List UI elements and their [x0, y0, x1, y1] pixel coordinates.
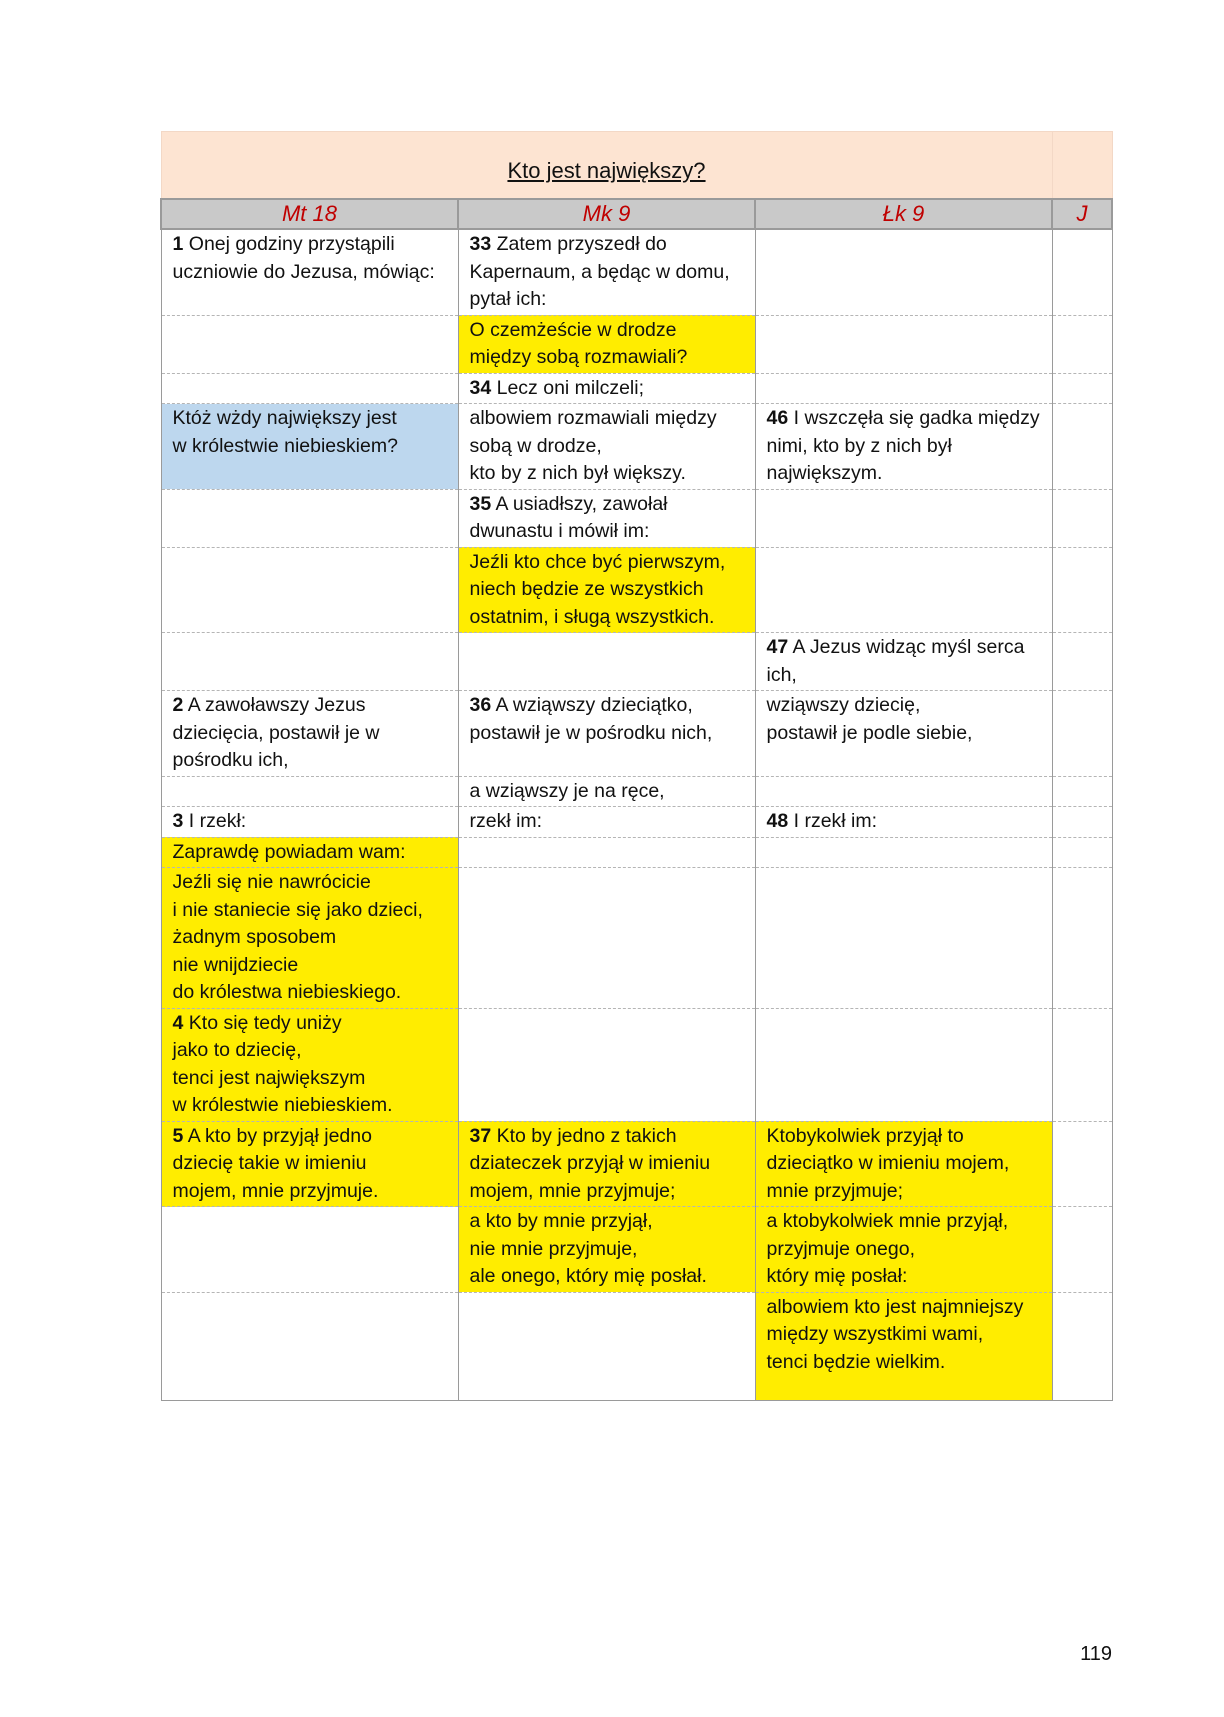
cell-mk	[458, 373, 755, 404]
cell-j	[1052, 868, 1112, 1009]
verse-text: A wziąwszy dzieciątko, postawił je w pośrodku nich,	[469, 694, 713, 744]
cell-lk	[755, 691, 1052, 777]
cell-mt	[161, 373, 458, 404]
cell-mk	[458, 837, 755, 868]
verse-number: 37	[469, 1124, 492, 1147]
cell-text	[459, 1122, 755, 1207]
verse-text: Kto by jedno z takich dziateczek przyjął w imieniu mojem, mnie przyjmuje;	[469, 1124, 711, 1202]
cell-lk	[755, 868, 1052, 1009]
verse-text: A usiadłszy, zawołał dwunastu i mówił im:	[469, 492, 668, 542]
table-row	[161, 315, 1112, 373]
verse-text: Kto się tedy uniży jako to dziecię, tenci jest największym w królestwie niebieskiem.	[172, 1011, 393, 1116]
cell-text	[162, 633, 458, 635]
verse-text: Jeźli kto chce być pierwszym, niech będzie ze wszystkich ostatnim, i sługą wszystkich.	[469, 550, 726, 628]
cell-text	[459, 838, 755, 840]
verse-text: a wziąwszy je na ręce,	[469, 779, 665, 802]
table-row	[161, 489, 1112, 547]
cell-text	[756, 1009, 1052, 1011]
verse-text: A kto by przyjął jedno dziecię takie w imieniu mojem, mnie przyjmuje.	[172, 1124, 379, 1202]
cell-text	[1053, 691, 1112, 693]
table-row	[161, 547, 1112, 633]
verse-text: a ktobykolwiek mnie przyjął, przyjmuje onego, który mię posłał:	[766, 1210, 1009, 1287]
cell-lk	[755, 1207, 1052, 1293]
cell-text	[162, 404, 458, 461]
verse-number: 34	[469, 376, 492, 399]
table-row	[161, 373, 1112, 404]
cell-text	[1053, 1293, 1112, 1295]
cell-lk	[755, 1292, 1052, 1400]
cell-text	[459, 868, 755, 870]
cell-mk	[458, 1008, 755, 1121]
cell-text	[162, 777, 458, 779]
verse-text: Zaprawdę powiadam wam:	[172, 840, 406, 863]
cell-text	[756, 374, 1052, 376]
cell-mt	[161, 315, 458, 373]
verse-text: rzekł im:	[469, 810, 543, 832]
cell-text	[756, 316, 1052, 318]
title-cell-empty	[1052, 132, 1112, 200]
verse-number: 2	[172, 694, 184, 716]
cell-text	[1053, 868, 1112, 870]
cell-text	[756, 868, 1052, 870]
cell-j	[1052, 373, 1112, 404]
cell-text	[459, 490, 755, 547]
cell-j	[1052, 1008, 1112, 1121]
cell-j	[1052, 315, 1112, 373]
table-row	[161, 1008, 1112, 1121]
verse-number: 46	[766, 407, 789, 429]
cell-mt	[161, 776, 458, 807]
cell-mt	[161, 547, 458, 633]
verse-number: 36	[469, 694, 492, 716]
cell-mt	[161, 404, 458, 490]
verse-text: O czemżeście w drodze między sobą rozmawiali?	[469, 318, 688, 368]
header-row	[161, 199, 1112, 229]
cell-text	[162, 316, 458, 318]
column-header-lk: Łk 9	[755, 199, 1052, 229]
cell-mt	[161, 1121, 458, 1207]
table-row	[161, 1207, 1112, 1293]
cell-mt	[161, 807, 458, 838]
cell-text	[1053, 633, 1112, 635]
cell-j	[1052, 807, 1112, 838]
cell-text	[756, 1207, 1052, 1292]
title-cell	[161, 132, 1052, 200]
cell-j	[1052, 1121, 1112, 1207]
table-row	[161, 633, 1112, 691]
cell-text	[459, 404, 755, 489]
cell-text	[756, 1293, 1052, 1378]
cell-text	[756, 633, 1052, 690]
verse-text: I rzekł:	[183, 810, 247, 832]
cell-text	[1053, 374, 1112, 376]
cell-mk	[458, 315, 755, 373]
cell-text	[162, 230, 458, 287]
cell-mk	[458, 1292, 755, 1400]
cell-mt	[161, 1008, 458, 1121]
column-header-j: J	[1052, 199, 1112, 229]
cell-mk	[458, 404, 755, 490]
verse-number: 33	[469, 233, 492, 255]
cell-text	[459, 633, 755, 635]
table-row	[161, 807, 1112, 838]
cell-mt	[161, 1207, 458, 1293]
cell-j	[1052, 1207, 1112, 1293]
cell-mk	[458, 807, 755, 838]
cell-text	[162, 807, 458, 837]
table-body	[161, 229, 1112, 1400]
cell-text	[756, 230, 1052, 232]
cell-text	[1053, 548, 1112, 550]
cell-text	[459, 691, 755, 748]
cell-mt	[161, 691, 458, 777]
cell-text	[1053, 316, 1112, 318]
cell-text	[1053, 230, 1112, 232]
cell-text	[459, 548, 755, 633]
cell-lk	[755, 633, 1052, 691]
cell-text	[162, 1009, 458, 1121]
cell-text	[756, 404, 1052, 489]
cell-lk	[755, 373, 1052, 404]
cell-text	[1053, 838, 1112, 840]
title-row	[161, 132, 1112, 200]
cell-text	[459, 374, 755, 404]
column-header-mt: Mt 18	[161, 199, 458, 229]
cell-j	[1052, 1292, 1112, 1400]
cell-lk	[755, 776, 1052, 807]
cell-mk	[458, 1207, 755, 1293]
cell-text	[1053, 1122, 1112, 1124]
cell-text	[756, 490, 1052, 492]
cell-text	[756, 691, 1052, 748]
synopsis-table	[160, 131, 1113, 1401]
cell-text	[459, 807, 755, 837]
verse-text: albowiem kto jest najmniejszy między wszystkimi wami, tenci będzie wielkim.	[766, 1295, 1024, 1373]
verse-text: Zatem przyszedł do Kapernaum, a będąc w domu, pytał ich:	[469, 233, 730, 310]
verse-text: a kto by mnie przyjął, nie mnie przyjmuje, ale onego, który mię posłał.	[469, 1210, 707, 1287]
cell-lk	[755, 1121, 1052, 1207]
cell-mk	[458, 633, 755, 691]
cell-text	[162, 1207, 458, 1209]
page-number: 119	[1080, 1643, 1112, 1665]
cell-text	[162, 490, 458, 492]
cell-text	[459, 777, 755, 807]
page-title: Kto jest największy?	[507, 158, 706, 183]
cell-text	[162, 868, 458, 1008]
table-row	[161, 868, 1112, 1009]
cell-mt	[161, 229, 458, 315]
cell-j	[1052, 547, 1112, 633]
cell-j	[1052, 489, 1112, 547]
cell-text	[459, 1009, 755, 1011]
cell-text	[1053, 404, 1112, 406]
verse-text: Onej godziny przystąpili uczniowie do Jezusa, mówiąc:	[172, 233, 435, 283]
table-row	[161, 404, 1112, 490]
verse-number: 3	[172, 810, 184, 832]
table-row	[161, 229, 1112, 315]
verse-number: 47	[766, 636, 789, 658]
table-row	[161, 837, 1112, 868]
cell-lk	[755, 807, 1052, 838]
cell-text	[459, 1293, 755, 1295]
cell-text	[756, 838, 1052, 840]
cell-lk	[755, 404, 1052, 490]
verse-number: 48	[766, 810, 789, 832]
cell-mt	[161, 868, 458, 1009]
cell-lk	[755, 229, 1052, 315]
verse-text: Lecz oni milczeli;	[491, 376, 645, 399]
verse-text: A Jezus widząc myśl serca ich,	[766, 636, 1025, 686]
verse-number: 4	[172, 1011, 184, 1034]
cell-j	[1052, 633, 1112, 691]
table-row	[161, 1121, 1112, 1207]
table-row	[161, 1292, 1112, 1400]
cell-text	[1053, 777, 1112, 779]
cell-text	[1053, 1207, 1112, 1209]
column-header-mk: Mk 9	[458, 199, 755, 229]
cell-text	[756, 1122, 1052, 1207]
cell-mk	[458, 1121, 755, 1207]
verse-text: I rzekł im:	[788, 810, 878, 832]
verse-text: A zawoławszy Jezus dziecięcia, postawił je w pośrodku ich,	[172, 694, 380, 771]
verse-text: albowiem rozmawiali między sobą w drodze, kto by z nich był większy.	[469, 407, 717, 484]
cell-lk	[755, 837, 1052, 868]
cell-mk	[458, 868, 755, 1009]
verse-text: Jeźli się nie nawrócicie i nie staniecie się jako dzieci, żadnym sposobem nie wnijdziecie do królestwa niebieskiego.	[172, 871, 423, 1003]
cell-text	[756, 548, 1052, 550]
cell-mk	[458, 547, 755, 633]
cell-lk	[755, 1008, 1052, 1121]
verse-number: 1	[172, 233, 184, 255]
cell-mt	[161, 633, 458, 691]
cell-text	[459, 1207, 755, 1292]
cell-lk	[755, 489, 1052, 547]
cell-text	[162, 691, 458, 776]
cell-j	[1052, 776, 1112, 807]
table-row	[161, 776, 1112, 807]
cell-text	[162, 548, 458, 550]
cell-j	[1052, 229, 1112, 315]
cell-text	[162, 1293, 458, 1295]
cell-text	[1053, 807, 1112, 809]
verse-text: Ktobykolwiek przyjął to dzieciątko w imieniu mojem, mnie przyjmuje;	[766, 1124, 1010, 1202]
cell-lk	[755, 547, 1052, 633]
verse-text: I wszczęła się gadka między nimi, kto by z nich był największym.	[766, 407, 1040, 484]
cell-j	[1052, 691, 1112, 777]
cell-j	[1052, 837, 1112, 868]
verse-number: 5	[172, 1124, 184, 1147]
cell-text	[459, 230, 755, 315]
cell-mk	[458, 229, 755, 315]
cell-mt	[161, 837, 458, 868]
cell-j	[1052, 404, 1112, 490]
cell-mt	[161, 1292, 458, 1400]
cell-text	[162, 374, 458, 376]
verse-text: Któż wżdy największy jest w królestwie niebieskiem?	[172, 407, 398, 457]
cell-text	[1053, 490, 1112, 492]
cell-text	[459, 316, 755, 373]
table-row	[161, 691, 1112, 777]
cell-text	[162, 1122, 458, 1207]
cell-text	[162, 838, 458, 868]
verse-text: wziąwszy dziecię, postawił je podle siebie,	[766, 694, 973, 744]
cell-lk	[755, 315, 1052, 373]
cell-text	[756, 777, 1052, 779]
cell-mt	[161, 489, 458, 547]
cell-text	[1053, 1009, 1112, 1011]
cell-mk	[458, 776, 755, 807]
cell-mk	[458, 489, 755, 547]
cell-text	[756, 807, 1052, 837]
cell-mk	[458, 691, 755, 777]
verse-number: 35	[469, 492, 492, 515]
